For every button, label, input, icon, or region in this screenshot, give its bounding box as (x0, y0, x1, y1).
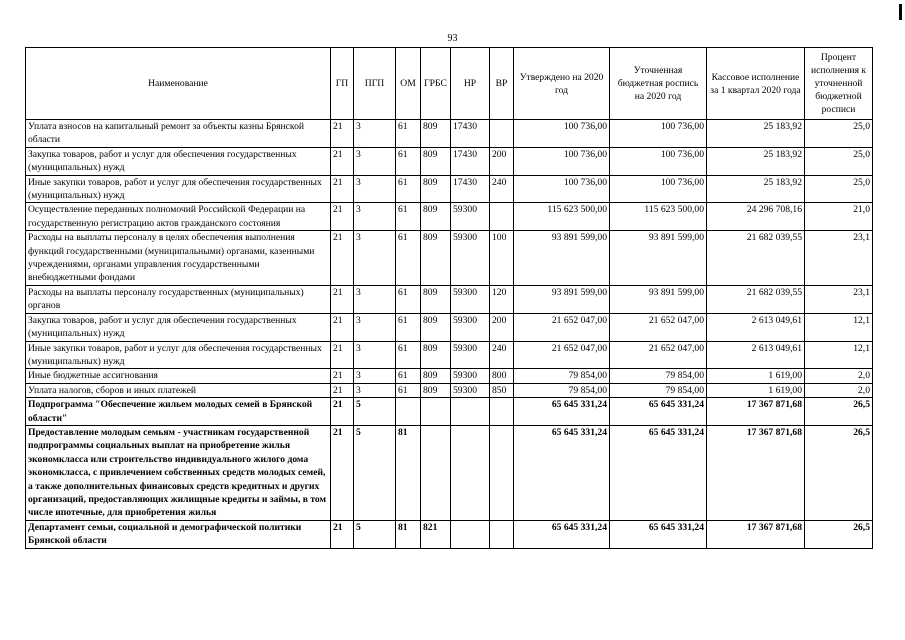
cell-grbs: 809 (421, 313, 451, 341)
cell-vr (490, 120, 514, 148)
cell-grbs (421, 425, 451, 520)
cell-name: Закупка товаров, работ и услуг для обеспечения государственных (муниципальных) нужд (26, 147, 331, 175)
cell-cash: 2 613 049,61 (707, 313, 805, 341)
cell-cash: 17 367 871,68 (707, 425, 805, 520)
cell-np: 59300 (451, 231, 490, 286)
cell-name: Иные закупки товаров, работ и услуг для обеспечения государственных (муниципальных) нужд (26, 175, 331, 203)
cell-name: Уплата налогов, сборов и иных платежей (26, 383, 331, 397)
cell-percent: 25,0 (805, 175, 873, 203)
cell-approved: 115 623 500,00 (514, 203, 610, 231)
cell-refined: 115 623 500,00 (610, 203, 707, 231)
cell-vr (490, 520, 514, 548)
cell-np (451, 520, 490, 548)
cell-cash: 25 183,92 (707, 120, 805, 148)
cell-pgp: 3 (354, 285, 396, 313)
cell-vr: 850 (490, 383, 514, 397)
cell-vr: 200 (490, 313, 514, 341)
cell-pgp: 3 (354, 231, 396, 286)
header-cash: Кассовое исполнение за 1 квартал 2020 года (707, 48, 805, 120)
table-row (26, 231, 873, 286)
cell-refined: 93 891 599,00 (610, 285, 707, 313)
cell-pgp: 5 (354, 520, 396, 548)
cell-name: Департамент семьи, социальной и демографической политики Брянской области (26, 520, 331, 548)
cell-cash: 21 682 039,55 (707, 285, 805, 313)
cell-refined: 100 736,00 (610, 120, 707, 148)
cell-om: 61 (396, 313, 421, 341)
cell-gp: 21 (331, 369, 354, 383)
cell-name: Уплата взносов на капитальный ремонт за объекты казны Брянской области (26, 120, 331, 148)
cell-name: Иные закупки товаров, работ и услуг для обеспечения государственных (муниципальных) нужд (26, 341, 331, 369)
cell-pgp: 3 (354, 383, 396, 397)
cell-grbs: 809 (421, 383, 451, 397)
header-name: Наименование (26, 48, 331, 120)
cell-refined: 100 736,00 (610, 147, 707, 175)
cell-grbs (421, 398, 451, 426)
cell-om: 61 (396, 369, 421, 383)
cell-np: 17430 (451, 147, 490, 175)
header-om: ОМ (396, 48, 421, 120)
cell-approved: 93 891 599,00 (514, 231, 610, 286)
cell-cash: 25 183,92 (707, 175, 805, 203)
cell-grbs: 809 (421, 147, 451, 175)
cell-approved: 79 854,00 (514, 383, 610, 397)
cell-vr: 240 (490, 341, 514, 369)
cell-cash: 21 682 039,55 (707, 231, 805, 286)
table-header-row (26, 48, 873, 120)
cell-cash: 1 619,00 (707, 369, 805, 383)
cell-cash: 25 183,92 (707, 147, 805, 175)
cell-gp: 21 (331, 120, 354, 148)
cell-om: 61 (396, 285, 421, 313)
cell-refined: 100 736,00 (610, 175, 707, 203)
cell-percent: 21,0 (805, 203, 873, 231)
cell-percent: 23,1 (805, 231, 873, 286)
cell-gp: 21 (331, 231, 354, 286)
cell-percent: 2,0 (805, 383, 873, 397)
cell-np: 59300 (451, 383, 490, 397)
cell-approved: 21 652 047,00 (514, 313, 610, 341)
cell-np: 17430 (451, 120, 490, 148)
cell-vr (490, 203, 514, 231)
cell-gp: 21 (331, 425, 354, 520)
cell-refined: 79 854,00 (610, 369, 707, 383)
cell-percent: 2,0 (805, 369, 873, 383)
cell-refined: 21 652 047,00 (610, 313, 707, 341)
cell-pgp: 3 (354, 175, 396, 203)
cell-om: 61 (396, 203, 421, 231)
cell-approved: 100 736,00 (514, 120, 610, 148)
cell-percent: 12,1 (805, 341, 873, 369)
header-refined: Уточненная бюджетная роспись на 2020 год (610, 48, 707, 120)
cell-pgp: 3 (354, 369, 396, 383)
table-row (26, 398, 873, 426)
cell-percent: 25,0 (805, 147, 873, 175)
cell-refined: 21 652 047,00 (610, 341, 707, 369)
cell-np: 59300 (451, 285, 490, 313)
cell-np (451, 425, 490, 520)
cell-vr: 240 (490, 175, 514, 203)
cell-name: Предоставление молодым семьям - участникам государственной подпрограммы социальных выплат на приобретение жилья экономкласса или строительство индивидуального жилого дома экономкласса, с привлечением собственных средств молодых семей, а также дополнительных финансовых средств кредитных и других организаций, предоставляющих жилищные кредиты и займы, в том числе ипотечные, для приобретения жилья (26, 425, 331, 520)
cell-approved: 65 645 331,24 (514, 425, 610, 520)
header-percent: Процент исполнения к уточненной бюджетной росписи (805, 48, 873, 120)
cell-gp: 21 (331, 285, 354, 313)
cell-gp: 21 (331, 398, 354, 426)
cell-om: 61 (396, 383, 421, 397)
cell-np: 59300 (451, 203, 490, 231)
cell-name: Иные бюджетные ассигнования (26, 369, 331, 383)
cell-om: 61 (396, 147, 421, 175)
cell-om: 61 (396, 175, 421, 203)
cell-refined: 65 645 331,24 (610, 520, 707, 548)
cell-np: 17430 (451, 175, 490, 203)
cell-gp: 21 (331, 203, 354, 231)
cell-grbs: 809 (421, 369, 451, 383)
cell-percent: 26,5 (805, 398, 873, 426)
cell-name: Расходы на выплаты персоналу государственных (муниципальных) органов (26, 285, 331, 313)
cell-grbs: 809 (421, 285, 451, 313)
cell-refined: 79 854,00 (610, 383, 707, 397)
cell-vr: 200 (490, 147, 514, 175)
cell-om: 81 (396, 520, 421, 548)
table-row (26, 175, 873, 203)
cell-gp: 21 (331, 520, 354, 548)
cell-gp: 21 (331, 175, 354, 203)
cell-grbs: 821 (421, 520, 451, 548)
cell-grbs: 809 (421, 231, 451, 286)
edge-mark (899, 4, 902, 20)
cell-np (451, 398, 490, 426)
cell-cash: 17 367 871,68 (707, 398, 805, 426)
header-grbs: ГРБС (421, 48, 451, 120)
cell-approved: 65 645 331,24 (514, 398, 610, 426)
cell-name: Осуществление переданных полномочий Российской Федерации на государственную регистрацию актов гражданского состояния (26, 203, 331, 231)
cell-grbs: 809 (421, 203, 451, 231)
header-vr: ВР (490, 48, 514, 120)
header-np: НР (451, 48, 490, 120)
cell-approved: 93 891 599,00 (514, 285, 610, 313)
cell-approved: 21 652 047,00 (514, 341, 610, 369)
cell-gp: 21 (331, 341, 354, 369)
cell-pgp: 3 (354, 313, 396, 341)
cell-om: 81 (396, 425, 421, 520)
cell-np: 59300 (451, 369, 490, 383)
cell-percent: 26,5 (805, 425, 873, 520)
table-row (26, 313, 873, 341)
table-row (26, 520, 873, 548)
cell-cash: 2 613 049,61 (707, 341, 805, 369)
cell-om (396, 398, 421, 426)
table-row (26, 369, 873, 383)
cell-name: Подпрограмма "Обеспечение жильем молодых семей в Брянской области" (26, 398, 331, 426)
cell-pgp: 3 (354, 147, 396, 175)
cell-percent: 23,1 (805, 285, 873, 313)
cell-vr (490, 398, 514, 426)
header-pgp: ПГП (354, 48, 396, 120)
cell-refined: 93 891 599,00 (610, 231, 707, 286)
header-gp: ГП (331, 48, 354, 120)
cell-gp: 21 (331, 383, 354, 397)
cell-approved: 79 854,00 (514, 369, 610, 383)
cell-om: 61 (396, 120, 421, 148)
cell-vr (490, 425, 514, 520)
cell-approved: 100 736,00 (514, 147, 610, 175)
cell-om: 61 (396, 231, 421, 286)
cell-vr: 100 (490, 231, 514, 286)
cell-cash: 17 367 871,68 (707, 520, 805, 548)
cell-refined: 65 645 331,24 (610, 398, 707, 426)
cell-grbs: 809 (421, 120, 451, 148)
table-row (26, 425, 873, 520)
cell-vr: 120 (490, 285, 514, 313)
table-row (26, 285, 873, 313)
cell-percent: 12,1 (805, 313, 873, 341)
cell-approved: 100 736,00 (514, 175, 610, 203)
cell-cash: 1 619,00 (707, 383, 805, 397)
table-row (26, 383, 873, 397)
cell-pgp: 5 (354, 425, 396, 520)
cell-name: Закупка товаров, работ и услуг для обеспечения государственных (муниципальных) нужд (26, 313, 331, 341)
table-body (26, 120, 873, 549)
cell-pgp: 3 (354, 203, 396, 231)
cell-gp: 21 (331, 313, 354, 341)
budget-table (25, 47, 873, 549)
cell-cash: 24 296 708,16 (707, 203, 805, 231)
cell-approved: 65 645 331,24 (514, 520, 610, 548)
header-approved: Утверждено на 2020 год (514, 48, 610, 120)
cell-gp: 21 (331, 147, 354, 175)
cell-pgp: 3 (354, 120, 396, 148)
table-row (26, 341, 873, 369)
cell-vr: 800 (490, 369, 514, 383)
cell-grbs: 809 (421, 175, 451, 203)
cell-pgp: 5 (354, 398, 396, 426)
cell-np: 59300 (451, 313, 490, 341)
cell-grbs: 809 (421, 341, 451, 369)
cell-np: 59300 (451, 341, 490, 369)
cell-om: 61 (396, 341, 421, 369)
cell-pgp: 3 (354, 341, 396, 369)
cell-name: Расходы на выплаты персоналу в целях обеспечения выполнения функций государственными (муниципальными) органами, казенными учреждениями, органами управления государственными внебюджетными фондами (26, 231, 331, 286)
table-row (26, 203, 873, 231)
table-row (26, 120, 873, 148)
cell-percent: 25,0 (805, 120, 873, 148)
cell-percent: 26,5 (805, 520, 873, 548)
table-row (26, 147, 873, 175)
cell-refined: 65 645 331,24 (610, 425, 707, 520)
page-number: 93 (447, 33, 458, 44)
